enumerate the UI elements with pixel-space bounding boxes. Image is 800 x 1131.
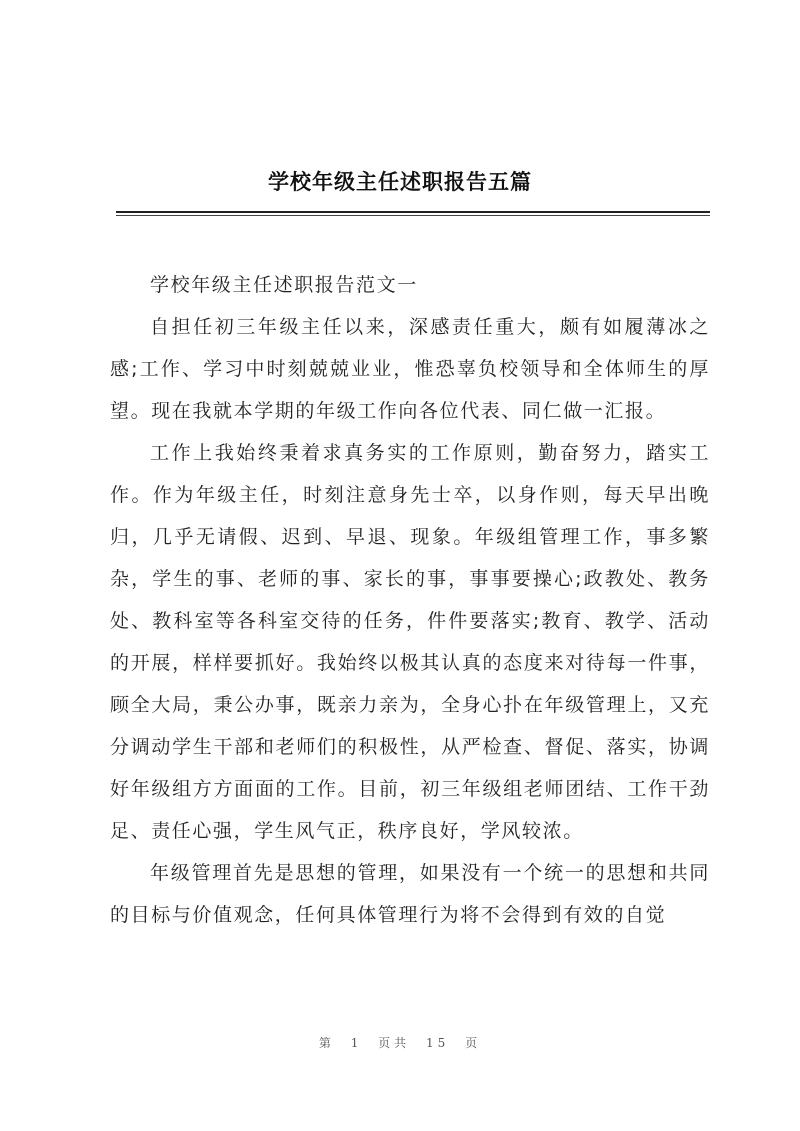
footer-page-number: 1 — [350, 1036, 363, 1050]
page-footer — [0, 1034, 800, 1051]
footer-page-label: 第 — [318, 1036, 335, 1050]
footer-total-pages: 15 — [426, 1036, 450, 1050]
title-divider-thin — [116, 215, 710, 216]
paragraph-work: 工作上我始终秉着求真务实的工作原则，勤奋努力，踏实工作。作为年级主任，时刻注意身先士卒，以身作则，每天早出晚归，几乎无请假、迟到、早退、现象。年级组管理工作，事多繁杂，学生的事、老师的事、家长的事，事事要操心;政教处、教务处、教科室等各科室交待的任务，件件要落实;教育、教学、活动的开展，样样要抓好。我始终以极其认真的态度来对待每一件事，顾全大局，秉公办事，既亲力亲为，全身心扑在年级管理上，又充分调动学生干部和老师们的积极性，从严检查、督促、落实，协调好年级组方方面面的工作。目前，初三年级组老师团结、工作干劲足、责任心强，学生风气正，秩序良好，学风较浓。 — [110, 442, 710, 842]
footer-page-mid: 页共 — [378, 1036, 411, 1050]
title-divider — [116, 211, 710, 213]
document-body — [110, 264, 710, 936]
section-heading: 学校年级主任述职报告范文一 — [150, 274, 418, 296]
paragraph-management: 年级管理首先是思想的管理，如果没有一个统一的思想和共同的目标与价值观念，任何具体管理行为将不会得到有效的自觉 — [110, 862, 710, 926]
paragraph-intro: 自担任初三年级主任以来，深感责任重大，颇有如履薄冰之感;工作、学习中时刻兢兢业业，惟恐辜负校领导和全体师生的厚望。现在我就本学期的年级工作向各位代表、同仁做一汇报。 — [110, 316, 710, 422]
document-title: 学校年级主任述职报告五篇 — [268, 169, 532, 194]
footer-page-suffix: 页 — [465, 1036, 482, 1050]
